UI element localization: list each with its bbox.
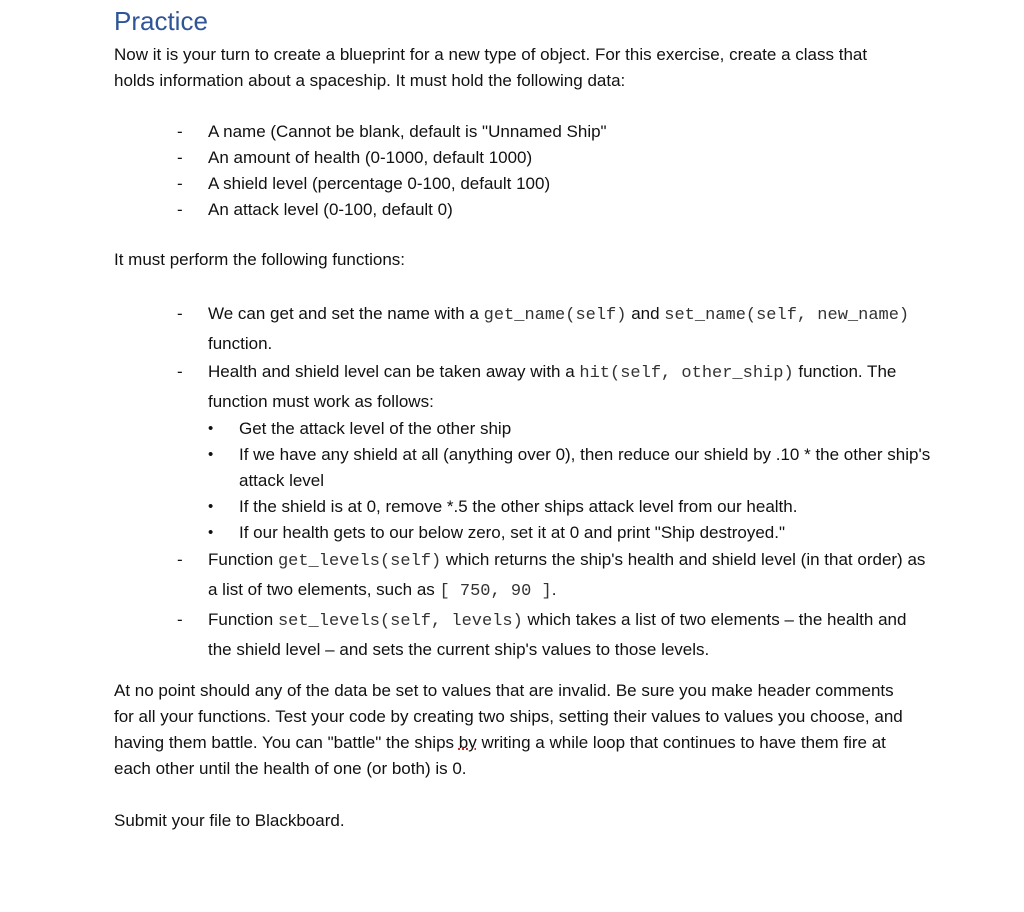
step-text: If the shield is at 0, remove *.5 the other ships attack level from our health. (239, 497, 798, 516)
dash-marker: - (177, 362, 183, 381)
code-set-levels: set_levels(self, levels) (277, 612, 523, 631)
dash-marker: - (177, 550, 183, 569)
closing-paragraph (114, 678, 914, 782)
function-text: Health and shield level can be taken away with a (208, 362, 580, 381)
function-item-hit (114, 358, 934, 546)
function-text: which returns the ship's health and shield level (in that order) as a list of two elements, such as (208, 550, 926, 599)
function-text: . (551, 580, 557, 599)
list-item-text: A shield level (percentage 0-100, default 100) (208, 174, 551, 193)
list-item (114, 145, 934, 171)
list-item (114, 171, 934, 197)
dash-marker: - (177, 610, 183, 629)
closing-text-part: writing a while loop that continues to have them fire at each other until the health of one (or both) is 0. (114, 733, 886, 778)
function-description (208, 358, 934, 416)
closing-text (114, 678, 914, 782)
code-get-name: get_name(self) (483, 306, 627, 325)
function-item-get-levels (114, 546, 934, 606)
page-title: Practice (114, 6, 208, 36)
function-text: which takes a list of two elements – the health and the shield level – and sets the current ship's values to those levels. (208, 610, 907, 659)
dash-marker: - (177, 304, 183, 323)
function-item-get-set-name (114, 300, 934, 358)
dash-marker: - (177, 148, 183, 167)
bullet-marker: • (208, 498, 214, 515)
submit-instruction: Submit your file to Blackboard. (114, 811, 345, 830)
list-item-text: An amount of health (0-1000, default 1000) (208, 148, 533, 167)
function-text: function. The function must work as follows: (208, 362, 897, 411)
spellcheck-flagged-word: by (458, 733, 477, 752)
code-hit: hit(self, other_ship) (579, 364, 794, 383)
step-item (208, 494, 934, 520)
dash-marker: - (177, 122, 183, 141)
bullet-marker: • (208, 524, 214, 541)
step-text: If our health gets to our below zero, set it at 0 and print "Ship destroyed." (239, 523, 785, 542)
function-text: We can get and set the name with a (208, 304, 484, 323)
step-text: Get the attack level of the other ship (239, 419, 512, 438)
code-get-levels: get_levels(self) (277, 552, 442, 571)
code-example-list: [ 750, 90 ] (439, 582, 552, 601)
function-text: and (626, 304, 665, 323)
hit-steps-list (208, 416, 934, 546)
dash-marker: - (177, 200, 183, 219)
list-item-text: An attack level (0-100, default 0) (208, 200, 453, 219)
bullet-marker: • (208, 420, 214, 437)
step-item (208, 416, 934, 442)
function-item-set-levels (114, 606, 934, 664)
step-item (208, 520, 934, 546)
list-item-text: A name (Cannot be blank, default is "Unnamed Ship" (208, 122, 607, 141)
code-set-name: set_name(self, new_name) (664, 306, 910, 325)
function-text: Function (208, 610, 278, 629)
dash-marker: - (177, 174, 183, 193)
functions-heading: It must perform the following functions: (114, 250, 406, 269)
list-item (114, 119, 934, 145)
function-text: Function (208, 550, 278, 569)
intro-text: Now it is your turn to create a blueprint for a new type of object. For this exercise, create a class that holds information about a spaceship. It must hold the following data: (114, 45, 868, 90)
data-requirements-list (114, 119, 934, 223)
intro-paragraph (114, 42, 904, 94)
function-text: function. (208, 334, 273, 353)
bullet-marker: • (208, 446, 214, 463)
function-requirements-list (114, 300, 934, 664)
step-item (208, 442, 934, 494)
closing-text-part: At no point should any of the data be set to values that are invalid. Be sure you make header comments for all your functions. Test your code by creating two ships, setting their values to values you choose, and having them battle. You can "battle" the ships (114, 681, 903, 752)
step-text: If we have any shield at all (anything over 0), then reduce our shield by .10 * the other ship's attack level (239, 445, 931, 490)
list-item (114, 197, 934, 223)
